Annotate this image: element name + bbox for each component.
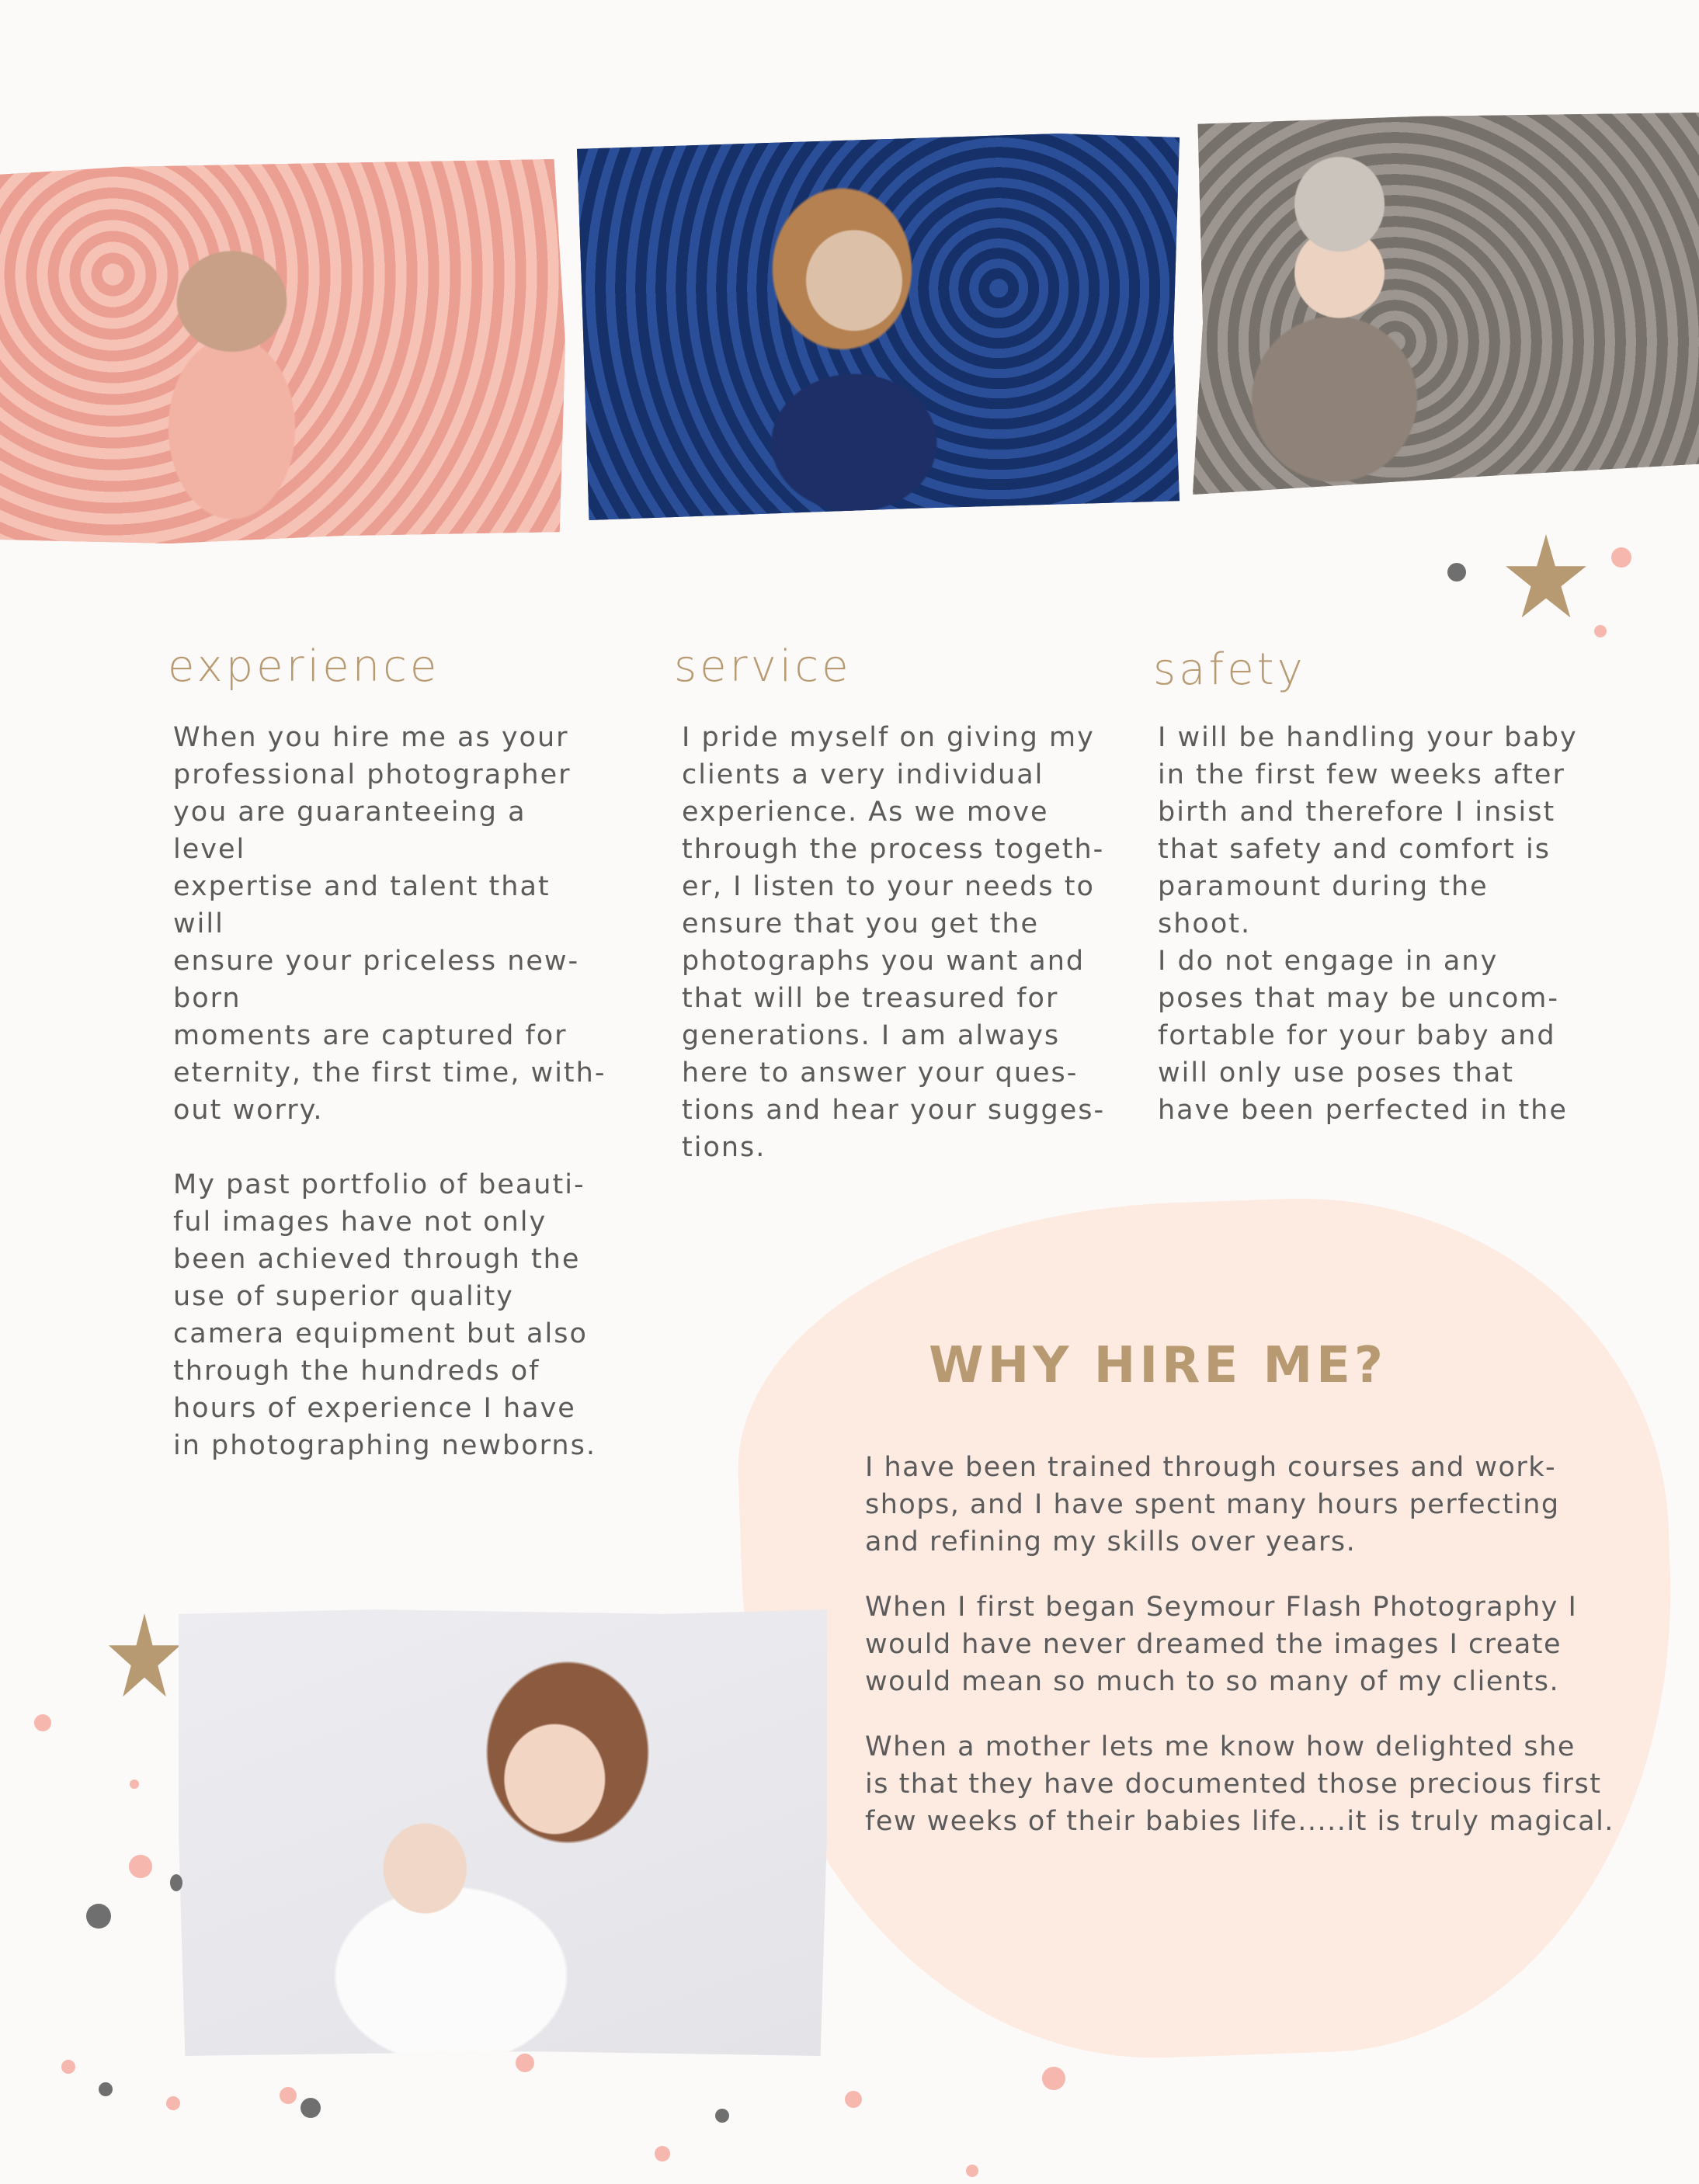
star-icon bbox=[107, 1613, 182, 1705]
decor-dot bbox=[86, 1904, 111, 1929]
star-icon bbox=[1504, 534, 1588, 626]
service-heading: service bbox=[674, 641, 852, 692]
newborn-photo-blue bbox=[577, 134, 1180, 520]
decor-dot bbox=[34, 1714, 51, 1731]
sisters-photo bbox=[179, 1609, 827, 2056]
decor-dot bbox=[129, 1855, 152, 1878]
decor-dot bbox=[1594, 625, 1607, 637]
decor-dot bbox=[166, 2096, 180, 2110]
safety-paragraph: I will be handling your baby in the first few weeks after birth and therefore I insist that safety and comfort is paramount during the shoot. I do not engage in any poses that may be uncom- fortable for your baby and will only use poses that have been perfected in the bbox=[1158, 722, 1578, 1126]
why-hire-me-title: WHY HIRE ME? bbox=[929, 1337, 1387, 1394]
newborn-photo-gray bbox=[1193, 113, 1699, 495]
newborn-photo-pink bbox=[0, 159, 565, 543]
safety-heading: safety bbox=[1153, 644, 1306, 695]
decor-dot bbox=[516, 2054, 534, 2072]
experience-text bbox=[173, 719, 608, 1464]
decor-dot bbox=[301, 2098, 321, 2118]
why-hire-me-text bbox=[865, 1449, 1642, 1840]
decor-dot bbox=[655, 2146, 670, 2161]
decor-dot bbox=[715, 2109, 729, 2123]
decor-dot bbox=[130, 1779, 139, 1789]
decor-dot bbox=[1611, 547, 1631, 568]
decor-dot bbox=[966, 2165, 978, 2177]
decor-dot bbox=[170, 1874, 182, 1891]
why-paragraph: When a mother lets me know how delighted she is that they have documented those precious first few weeks of their babies life.....it is truly magical. bbox=[865, 1731, 1614, 1837]
service-text bbox=[682, 719, 1117, 1166]
experience-heading: experience bbox=[168, 641, 440, 692]
experience-paragraph: When you hire me as your professional photographer you are guaranteeing a level expertise and talent that will ensure your priceless new- born moments are captured for eternity, the first time, with- out worry. bbox=[173, 722, 606, 1126]
why-paragraph: I have been trained through courses and work- shops, and I have spent many hours perfecting and refining my skills over years. bbox=[865, 1452, 1560, 1557]
decor-dot bbox=[99, 2082, 113, 2096]
safety-text bbox=[1158, 719, 1593, 1129]
decor-dot bbox=[1447, 563, 1466, 582]
service-paragraph: I pride myself on giving my clients a very individual experience. As we move through the process togeth- er, I listen to your needs to ensure that you get the photographs you want and that will be treasured for generations. I am always here to answer your ques- tions and hear your sugges- tions. bbox=[682, 722, 1106, 1163]
why-paragraph: When I first began Seymour Flash Photography I would have never dreamed the images I create would mean so much to so many of my clients. bbox=[865, 1592, 1578, 1697]
decor-dot bbox=[280, 2087, 297, 2104]
experience-paragraph: My past portfolio of beauti- ful images have not only been achieved through the use of superior quality camera equipment but also through the hundreds of hours of experience I have in photographing newborns. bbox=[173, 1169, 596, 1461]
decor-dot bbox=[845, 2091, 862, 2108]
decor-dot bbox=[61, 2060, 75, 2074]
decor-dot bbox=[1042, 2067, 1065, 2090]
